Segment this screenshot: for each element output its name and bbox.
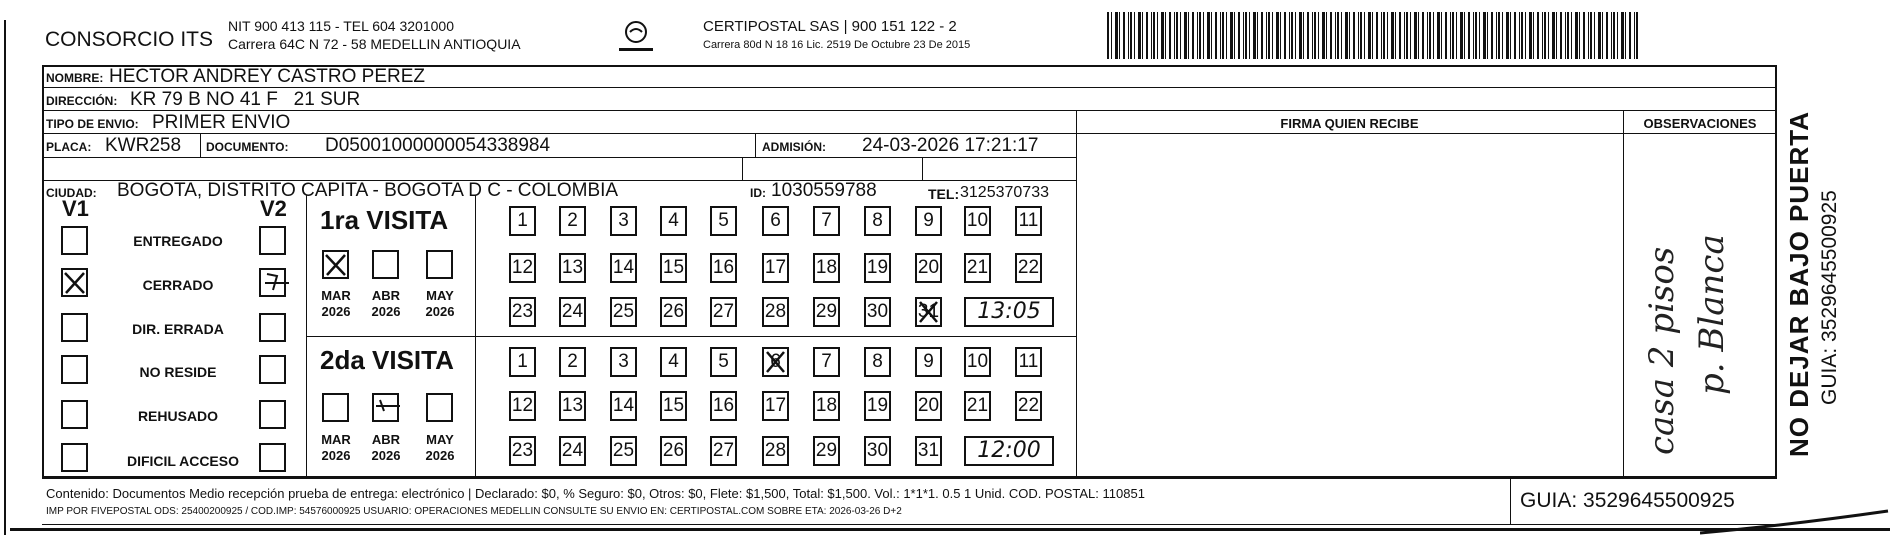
- visit-1-month-mar: MAR 2026: [321, 288, 351, 319]
- visit-2-day-29[interactable]: 29: [813, 436, 840, 466]
- city-label: CIUDAD:: [46, 186, 97, 200]
- v1-no-reside-checkbox[interactable]: [61, 355, 88, 384]
- visit-1-day-27[interactable]: 27: [710, 297, 737, 327]
- name-label: NOMBRE:: [46, 71, 104, 85]
- visit-2-day-26[interactable]: 26: [660, 436, 687, 466]
- visit-1-title: 1ra VISITA: [320, 205, 449, 235]
- courier-logo-icon: [617, 18, 655, 54]
- document-value: D05001000000054338984: [325, 135, 551, 156]
- visit-1-month-abr-checkbox[interactable]: [372, 250, 399, 279]
- v2-header: V2: [260, 196, 287, 221]
- visit-1-month-abr: ABR 2026: [371, 288, 401, 319]
- footer-content-line: Contenido: Documentos Medio recepción prueba de entrega: electrónico | Declarado: $0, % Seguro: $0, Otros: $0, Flete: $1,500, Total: $1,500. Vol.: 1*1*1. 0.5 1 Unid. COD. POSTAL: 110851: [46, 486, 1145, 501]
- visit-1-day-11[interactable]: 11: [1015, 206, 1042, 236]
- visit-1-day-2[interactable]: 2: [559, 206, 586, 236]
- side-guia-number: GUIA: 3529645500925: [1818, 190, 1841, 405]
- row-placa-bottom: [42, 157, 1076, 158]
- visit-2-title: 2da VISITA: [320, 345, 454, 375]
- v2-cerrado-checkbox[interactable]: [259, 268, 286, 297]
- footer-guia-divider: [1510, 478, 1511, 524]
- v1-dificil-acceso-checkbox[interactable]: [61, 443, 88, 472]
- visit-1-day-19[interactable]: 19: [864, 253, 891, 283]
- visit-2-day-17[interactable]: 17: [762, 391, 789, 421]
- barcode-icon: [1107, 12, 1640, 59]
- recipient-name: HECTOR ANDREY CASTRO PEREZ: [109, 66, 426, 87]
- visit-1-day-7[interactable]: 7: [813, 206, 840, 236]
- visit-1-time[interactable]: 13:05: [964, 297, 1054, 327]
- visit-1-day-10[interactable]: 10: [964, 206, 991, 236]
- v2-no-reside-checkbox[interactable]: [259, 355, 286, 384]
- visit-2-day-2[interactable]: 2: [559, 347, 586, 377]
- visit-1-day-15[interactable]: 15: [660, 253, 687, 283]
- visit-2-day-16[interactable]: 16: [710, 391, 737, 421]
- option-dir-errada: DIR. ERRADA: [132, 321, 224, 337]
- visit-1-day-28[interactable]: 28: [762, 297, 789, 327]
- v1-header: V1: [62, 196, 89, 221]
- visit-2-day-3[interactable]: 3: [610, 347, 637, 377]
- check-mark-icon: [261, 270, 291, 295]
- divider-visits: [306, 336, 1076, 337]
- visit-2-day-31[interactable]: 31: [915, 436, 942, 466]
- footer-top-line: [42, 478, 1777, 479]
- company-address: Carrera 64C N 72 - 58 MEDELLIN ANTIOQUIA: [228, 36, 521, 52]
- visit-2-day-22[interactable]: 22: [1015, 391, 1042, 421]
- visit-2-month-abr: ABR 2026: [371, 432, 401, 463]
- page-edge-bottom: [10, 528, 1890, 531]
- day-number: 6: [770, 351, 781, 372]
- option-no-reside: NO RESIDE: [139, 364, 217, 380]
- visit-1-day-1[interactable]: 1: [509, 206, 536, 236]
- divider-observations-left: [1623, 111, 1624, 478]
- visit-2-day-23[interactable]: 23: [509, 436, 536, 466]
- tel-value: 3125370733: [960, 184, 1049, 201]
- signature-column-title: FIRMA QUIEN RECIBE: [1280, 116, 1419, 131]
- visit-1-day-31[interactable]: [915, 297, 942, 327]
- observation-handwritten-line2: p. Blanca: [1692, 234, 1732, 395]
- divider-id: [922, 157, 923, 180]
- company-nit: NIT 900 413 115 - TEL 604 3201000: [228, 18, 454, 34]
- courier-address: Carrera 80d N 18 16 Lic. 2519 De Octubre 23 De 2015: [703, 39, 971, 51]
- visit-2-month-mar-checkbox[interactable]: [322, 393, 349, 422]
- visit-1-day-18[interactable]: 18: [813, 253, 840, 283]
- visit-1-day-14[interactable]: 14: [610, 253, 637, 283]
- observation-handwritten-line1: casa 2 pisos: [1642, 246, 1682, 455]
- visit-2-day-5[interactable]: 5: [710, 347, 737, 377]
- visit-1-day-16[interactable]: 16: [710, 253, 737, 283]
- v1-cerrado-checkbox[interactable]: [61, 268, 88, 297]
- city-value: BOGOTA, DISTRITO CAPITA - BOGOTA D C - COLOMBIA: [117, 180, 619, 201]
- v2-rehusado-checkbox[interactable]: [259, 400, 286, 429]
- day-number: 31: [917, 301, 940, 322]
- v2-dir-errada-checkbox[interactable]: [259, 313, 286, 342]
- shipment-type-label: TIPO DE ENVIO:: [46, 117, 139, 131]
- visit-2-day-9[interactable]: 9: [915, 347, 942, 377]
- visit-1-day-9[interactable]: 9: [915, 206, 942, 236]
- visit-2-day-11[interactable]: 11: [1015, 347, 1042, 377]
- v2-entregado-checkbox[interactable]: [259, 226, 286, 255]
- visit-2-day-27[interactable]: 27: [710, 436, 737, 466]
- check-mark-icon: [324, 252, 347, 277]
- visit-2-day-28[interactable]: 28: [762, 436, 789, 466]
- visit-2-day-6[interactable]: [762, 347, 789, 377]
- check-mark-icon: [374, 395, 404, 420]
- visit-1-day-17[interactable]: 17: [762, 253, 789, 283]
- visit-2-day-15[interactable]: 15: [660, 391, 687, 421]
- divider-signature-left: [1076, 111, 1077, 478]
- visit-1-day-4[interactable]: 4: [660, 206, 687, 236]
- visit-2-day-7[interactable]: 7: [813, 347, 840, 377]
- footer-print-line: IMP POR FIVEPOSTAL ODS: 25400200925 / COD.IMP: 54576000925 USUARIO: OPERACIONES MEDELLIN CONSULTE SU ENVIO EN: CERTIPOSTAL.COM SOBRE ETA: 2026-03-26 D+2: [46, 506, 902, 517]
- visit-2-day-24[interactable]: 24: [559, 436, 586, 466]
- shipment-type: PRIMER ENVIO: [152, 112, 291, 133]
- address-label: DIRECCIÓN:: [46, 94, 118, 108]
- tel-label: TEL:: [928, 186, 960, 202]
- id-value: 1030559788: [771, 180, 877, 201]
- visit-1-day-23[interactable]: 23: [509, 297, 536, 327]
- visit-1-day-25[interactable]: 25: [610, 297, 637, 327]
- visit-1-day-26[interactable]: 26: [660, 297, 687, 327]
- visit-2-month-abr-checkbox[interactable]: [372, 393, 399, 422]
- visit-2-day-12[interactable]: 12: [509, 391, 536, 421]
- visit-2-month-may-checkbox[interactable]: [426, 393, 453, 422]
- option-rehusado: REHUSADO: [137, 408, 219, 424]
- plate-label: PLACA:: [46, 140, 92, 154]
- document-label: DOCUMENTO:: [206, 140, 289, 154]
- visit-1-day-30[interactable]: 30: [864, 297, 891, 327]
- visit-1-day-12[interactable]: 12: [509, 253, 536, 283]
- visit-2-day-14[interactable]: 14: [610, 391, 637, 421]
- visit-1-day-8[interactable]: 8: [864, 206, 891, 236]
- visit-1-day-20[interactable]: 20: [915, 253, 942, 283]
- visit-2-day-25[interactable]: 25: [610, 436, 637, 466]
- visit-2-day-4[interactable]: 4: [660, 347, 687, 377]
- v2-dificil-acceso-checkbox[interactable]: [259, 443, 286, 472]
- option-entregado: ENTREGADO: [133, 233, 223, 249]
- divider-city: [742, 157, 743, 180]
- visit-1-day-21[interactable]: 21: [964, 253, 991, 283]
- pen-stroke: [1700, 505, 1890, 540]
- observations-column-title: OBSERVACIONES: [1643, 116, 1757, 131]
- v1-rehusado-checkbox[interactable]: [61, 400, 88, 429]
- visit-2-day-18[interactable]: 18: [813, 391, 840, 421]
- visit-2-day-30[interactable]: 30: [864, 436, 891, 466]
- admission-label: ADMISIÓN:: [762, 140, 826, 154]
- plate-value: KWR258: [105, 135, 182, 156]
- visit-1-day-24[interactable]: 24: [559, 297, 586, 327]
- visit-2-month-may: MAY 2026: [425, 432, 455, 463]
- visit-2-month-mar: MAR 2026: [321, 432, 351, 463]
- visit-1-month-may: MAY 2026: [425, 288, 455, 319]
- visit-2-day-19[interactable]: 19: [864, 391, 891, 421]
- visit-2-day-20[interactable]: 20: [915, 391, 942, 421]
- visit-2-day-8[interactable]: 8: [864, 347, 891, 377]
- side-warning: NO DEJAR BAJO PUERTA: [1784, 110, 1814, 457]
- visit-2-day-13[interactable]: 13: [559, 391, 586, 421]
- admission-value: 24-03-2026 17:21:17: [862, 135, 1039, 156]
- visit-1-day-5[interactable]: 5: [710, 206, 737, 236]
- courier-name: CERTIPOSTAL SAS | 900 151 122 - 2: [703, 18, 957, 35]
- visit-1-day-3[interactable]: 3: [610, 206, 637, 236]
- option-dificil-acceso: DIFICIL ACCESO: [126, 453, 239, 469]
- visit-2-day-21[interactable]: 21: [964, 391, 991, 421]
- v1-entregado-checkbox[interactable]: [61, 226, 88, 255]
- visit-2-day-1[interactable]: 1: [509, 347, 536, 377]
- visit-1-month-may-checkbox[interactable]: [426, 250, 453, 279]
- visit-1-day-6[interactable]: 6: [762, 206, 789, 236]
- v1-dir-errada-checkbox[interactable]: [61, 313, 88, 342]
- visit-1-month-mar-checkbox[interactable]: [322, 250, 349, 279]
- footer-guia-number: GUIA: 3529645500925: [1520, 489, 1735, 512]
- visit-2-day-10[interactable]: 10: [964, 347, 991, 377]
- footer-bottom-line: [42, 524, 1777, 525]
- visit-1-day-22[interactable]: 22: [1015, 253, 1042, 283]
- check-mark-icon: [63, 270, 86, 295]
- id-label: ID:: [750, 186, 766, 200]
- page-edge-left: [4, 20, 6, 535]
- visit-2-time[interactable]: 12:00: [964, 436, 1054, 466]
- recipient-address: KR 79 B NO 41 F 21 SUR: [130, 89, 361, 110]
- divider-document: [755, 134, 756, 157]
- visit-1-day-13[interactable]: 13: [559, 253, 586, 283]
- divider-plate: [200, 134, 201, 157]
- visit-1-day-29[interactable]: 29: [813, 297, 840, 327]
- company-name: CONSORCIO ITS: [45, 28, 214, 51]
- option-cerrado: CERRADO: [142, 277, 214, 293]
